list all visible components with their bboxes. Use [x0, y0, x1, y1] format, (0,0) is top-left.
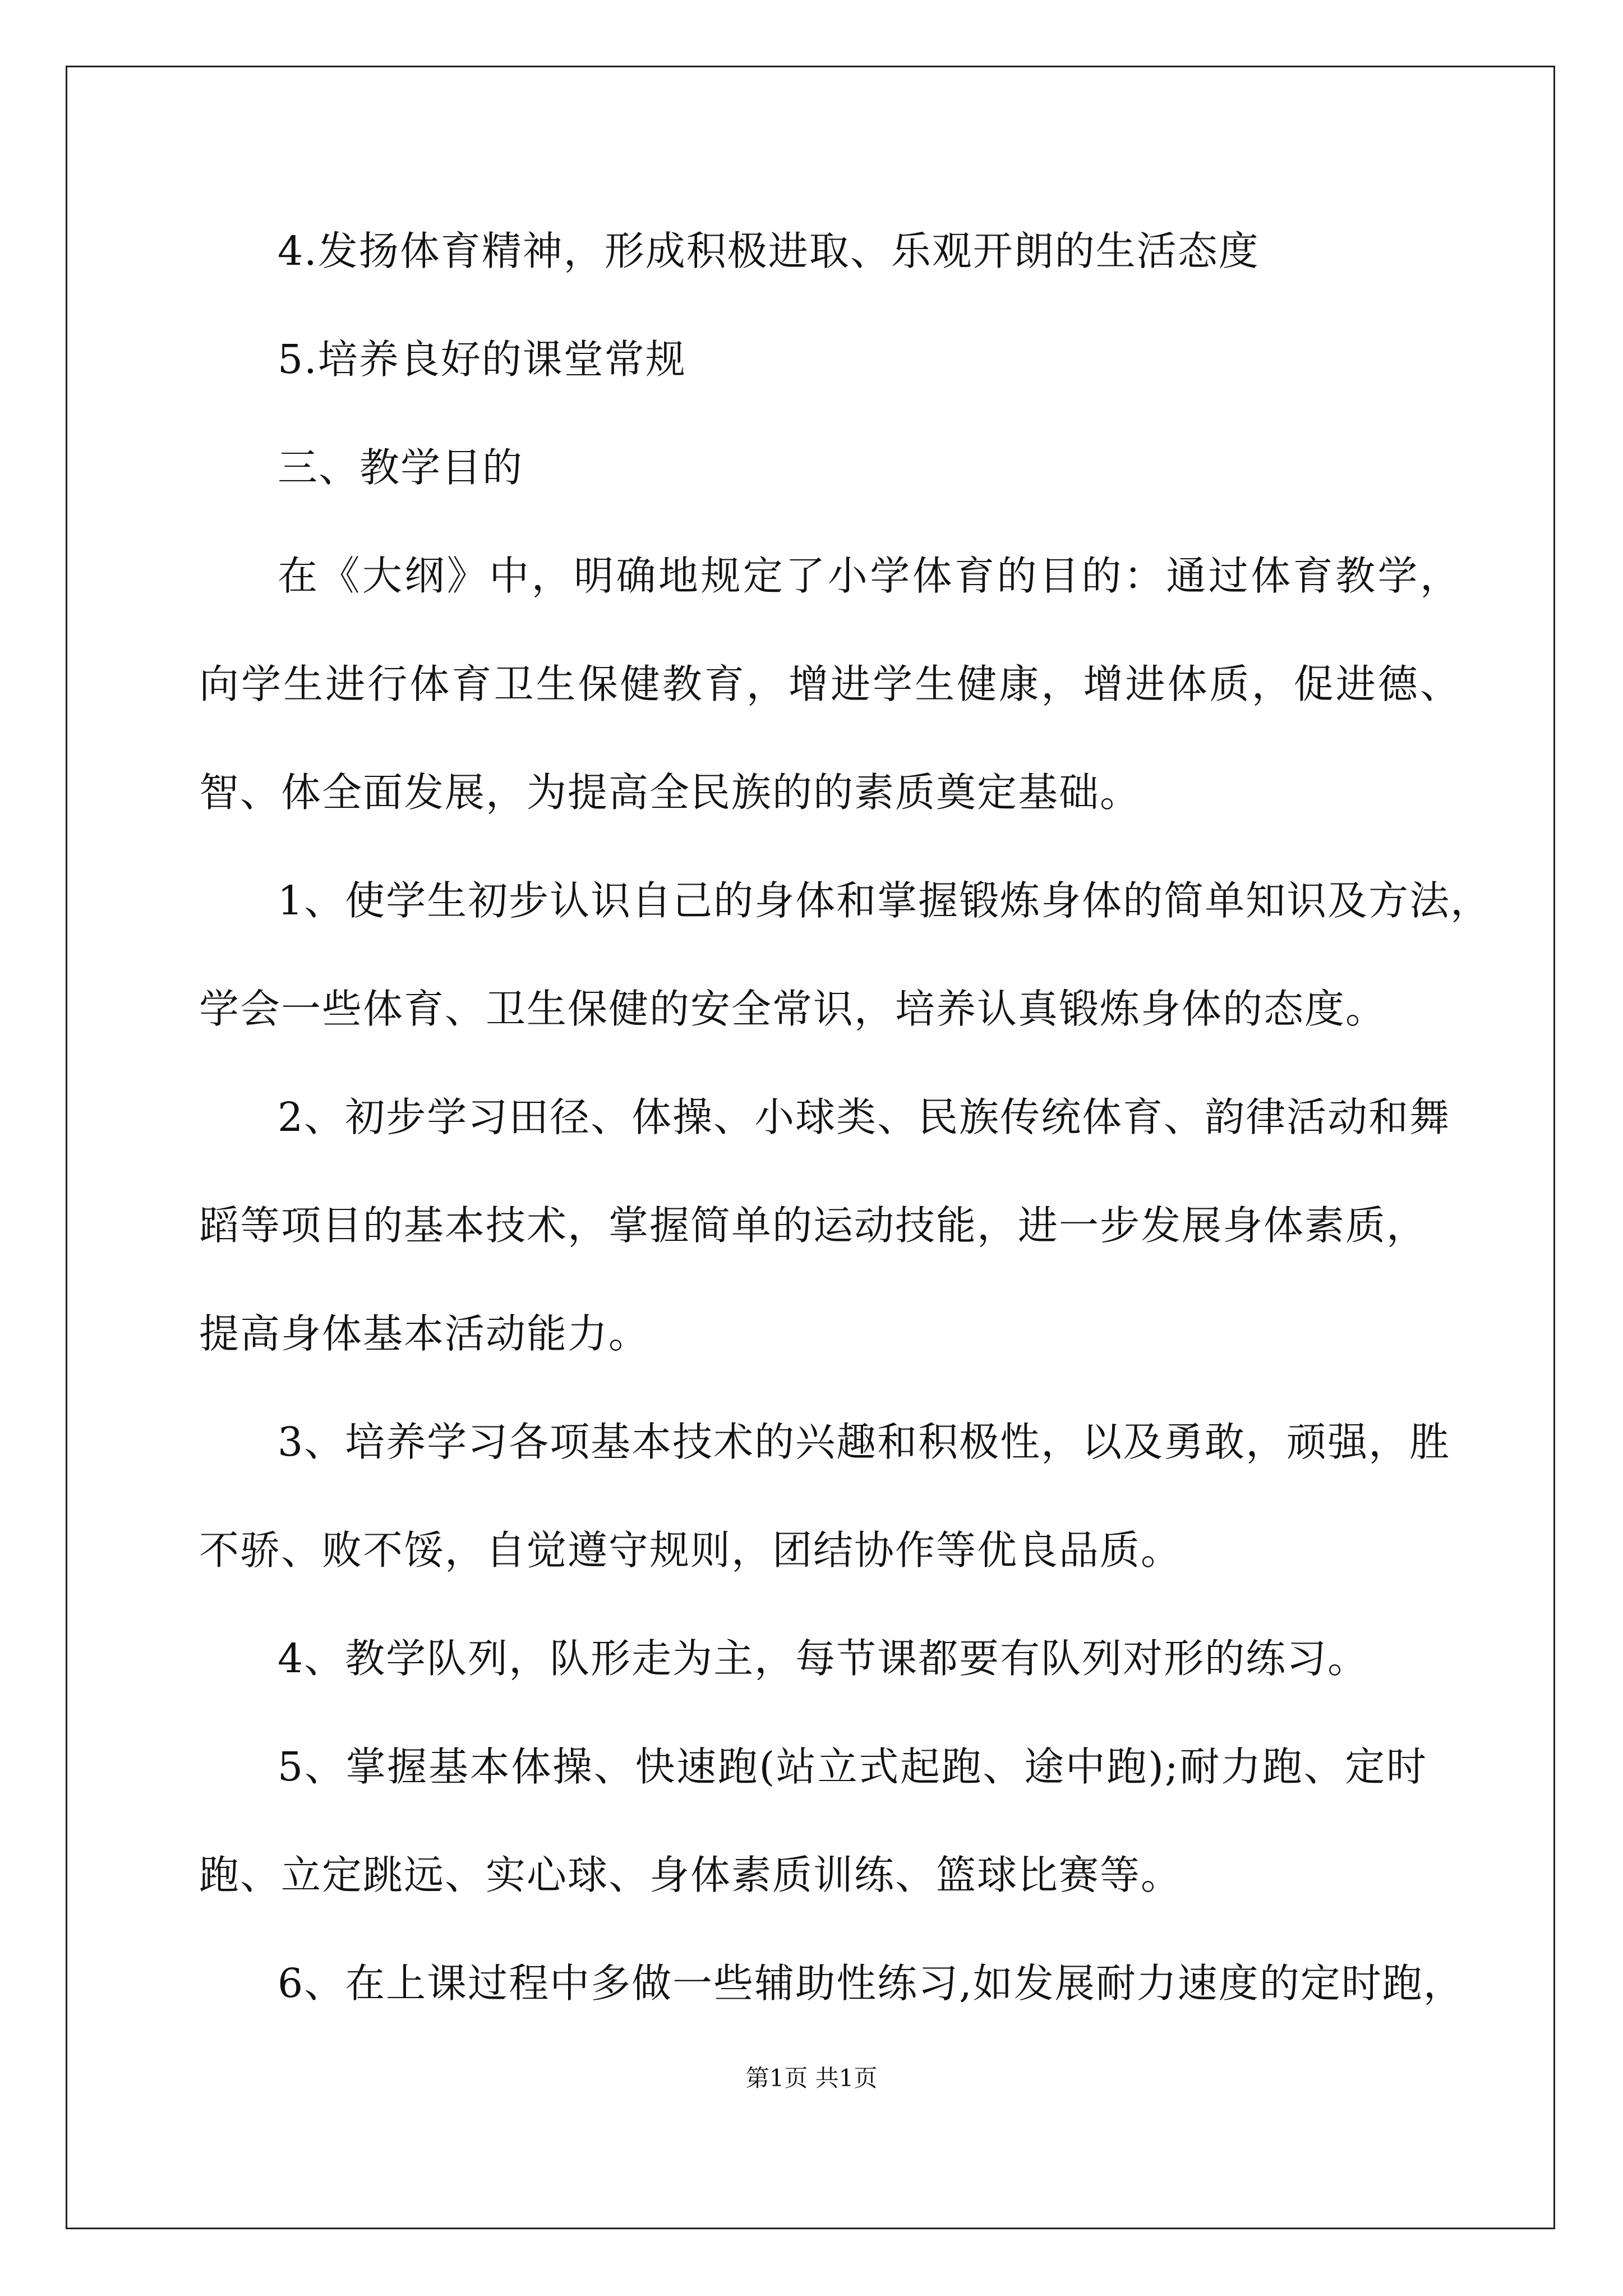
paragraph-line: 4、教学队列，队形走为主，每节课都要有队列对形的练习。	[278, 1635, 1369, 1682]
paragraph-line: 提高身体基本活动能力。	[199, 1310, 650, 1357]
paragraph-line: 跑、立定跳远、实心球、身体素质训练、篮球比赛等。	[199, 1852, 1182, 1898]
page-footer: 第1页 共1页	[745, 2064, 878, 2092]
paragraph-line: 向学生进行体育卫生保健教育，增进学生健康，增进体质，促进德、	[199, 661, 1461, 707]
paragraph-line: 智、体全面发展，为提高全民族的的素质奠定基础。	[199, 769, 1141, 816]
paragraph-line: 蹈等项目的基本技术，掌握简单的运动技能，进一步发展身体素质，	[199, 1202, 1428, 1249]
page-border	[66, 66, 1555, 2229]
paragraph-line: 在《大纲》中，明确地规定了小学体育的目的：通过体育教学，	[278, 553, 1461, 599]
section-heading: 三、教学目的	[278, 444, 524, 491]
paragraph-line: 5.培养良好的课堂常规	[278, 336, 686, 383]
paragraph-line: 6、在上课过程中多做一些辅助性练习,如发展耐力速度的定时跑，	[278, 1960, 1464, 2007]
paragraph-line: 4.发扬体育精神，形成积极进取、乐观开朗的生活态度	[278, 228, 1260, 274]
paragraph-line: 学会一些体育、卫生保健的安全常识，培养认真锻炼身体的态度。	[199, 986, 1387, 1032]
paragraph-line: 1、使学生初步认识自己的身体和掌握锻炼身体的简单知识及方法，	[278, 877, 1492, 924]
paragraph-line: 不骄、败不馁，自觉遵守规则，团结协作等优良品质。	[199, 1527, 1182, 1573]
paragraph-line: 2、初步学习田径、体操、小球类、民族传统体育、韵律活动和舞	[278, 1094, 1451, 1140]
paragraph-line: 3、培养学习各项基本技术的兴趣和积极性，以及勇敢，顽强，胜	[278, 1419, 1451, 1465]
paragraph-line: 5、掌握基本体操、快速跑(站立式起跑、途中跑);耐力跑、定时	[278, 1743, 1427, 1790]
